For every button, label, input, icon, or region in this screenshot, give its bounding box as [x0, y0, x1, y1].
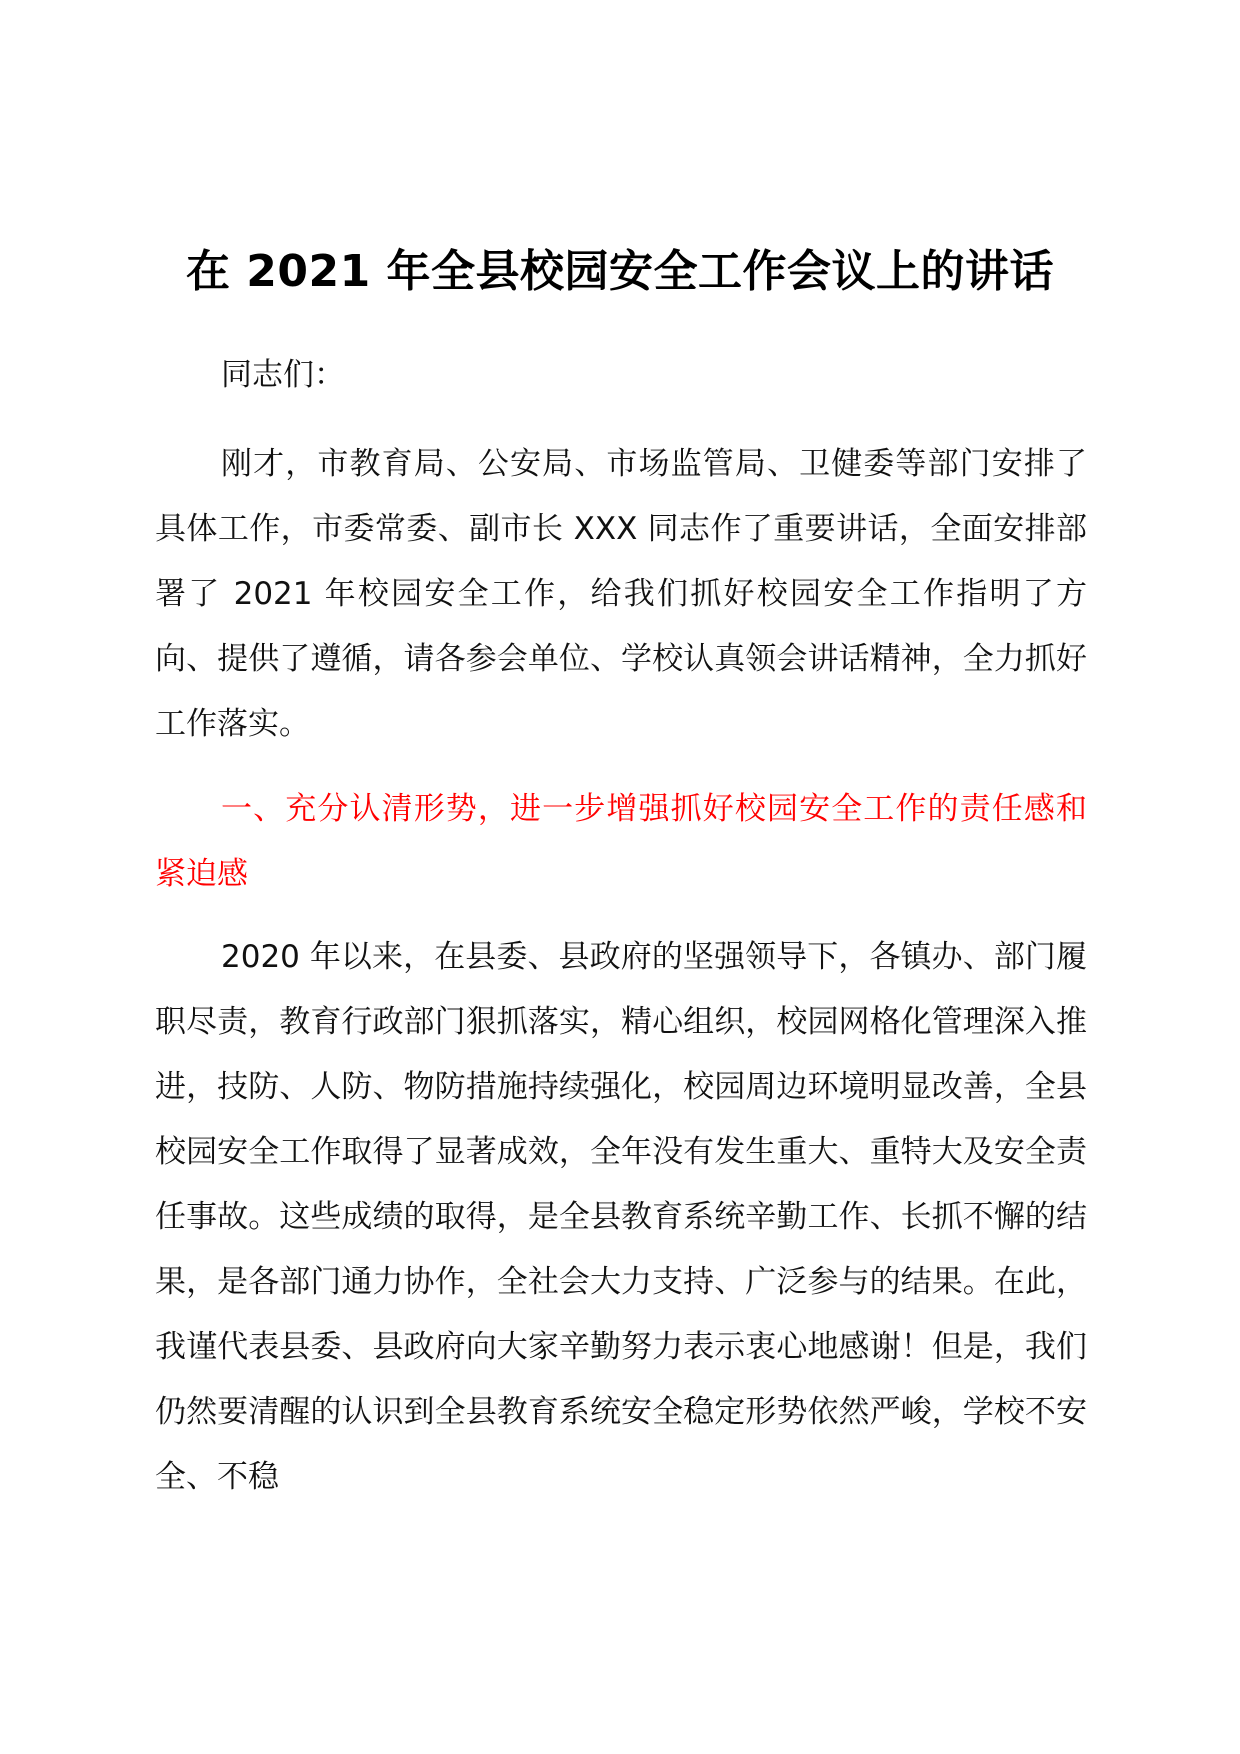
section-heading-1: 一、充分认清形势，进一步增强抓好校园安全工作的责任感和紧迫感 — [155, 791, 1087, 892]
document-title: 在 2021 年全县校园安全工作会议上的讲话 — [185, 246, 1055, 297]
paragraph-opening: 刚才，市教育局、公安局、市场监管局、卫健委等部门安排了具体工作，市委常委、副市长 XXX 同志作了重要讲话，全面安排部署了 2021 年校园安全工作，给我们抓好校园安全工作指明了方向、提供了遵循，请各参会单位、学校认真领会讲话精神，全力抓好工作落实。 — [155, 446, 1087, 742]
salutation: 同志们： — [221, 357, 345, 393]
paragraph-situation: 2020 年以来，在县委、县政府的坚强领导下，各镇办、部门履职尽责，教育行政部门狠抓落实，精心组织，校园网格化管理深入推进，技防、人防、物防措施持续强化，校园周边环境明显改善，全县校园安全工作取得了显著成效，全年没有发生重大、重特大及安全责任事故。这些成绩的取得，是全县教育系统辛勤工作、长抓不懈的结果，是各部门通力协作，全社会大力支持、广泛参与的结果。在此，我谨代表县委、县政府向大家辛勤努力表示衷心地感谢！但是，我们仍然要清醒的认识到全县教育系统安全稳定形势依然严峻，学校不安全、不稳 — [155, 939, 1087, 1495]
